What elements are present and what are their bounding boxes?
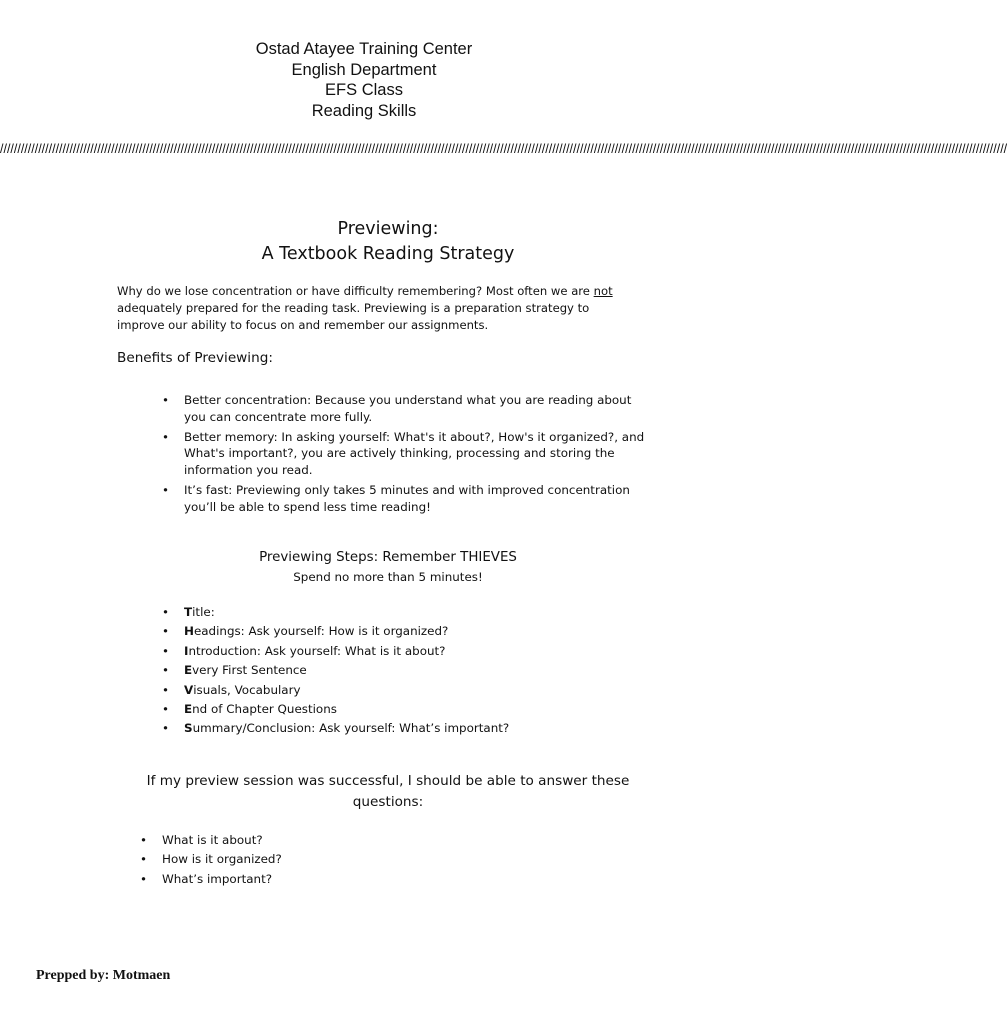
questions-heading-line-2: questions: — [352, 794, 424, 810]
slash-divider: ////////////////////////////////////////////////////////////////////////////////////////////////////////////////////////////////////////////////////////////////////////////////////////////////////////////////////////////////////////////////////////////////////////////////////////////////// — [0, 142, 1007, 156]
questions-heading — [0, 771, 776, 813]
list-item: • What’s important? — [162, 870, 462, 889]
list-item — [184, 603, 604, 622]
step-text: isuals, Vocabulary — [193, 682, 301, 697]
list-item — [184, 661, 604, 680]
list-item — [184, 719, 604, 738]
list-item-line: you’ll be able to spend less time reading! — [184, 499, 431, 514]
thieves-steps-list — [184, 603, 604, 739]
step-letter: E — [184, 663, 193, 678]
questions-heading-line-1: If my preview session was successful, I should be able to answer these — [146, 773, 630, 789]
step-letter: V — [184, 682, 194, 697]
step-text: ummary/Conclusion: Ask yourself: What’s important? — [192, 721, 510, 736]
intro-line-1-text: Why do we lose concentration or have difficulty remembering? Most often we are — [117, 284, 594, 298]
list-item — [184, 392, 664, 426]
step-letter: H — [184, 624, 194, 639]
list-item-line: • It’s fast: Previewing only takes 5 minutes and with improved concentration — [184, 482, 630, 497]
list-item-line: • Better concentration: Because you understand what you are reading about — [184, 393, 632, 407]
list-item — [184, 429, 664, 479]
list-item: • How is it organized? — [162, 850, 462, 869]
title-line-1: Previewing: — [337, 219, 439, 239]
list-item-line: • Better memory: In asking yourself: What's it about?, How's it organized?, and — [184, 429, 645, 444]
steps-subheading: Spend no more than 5 minutes! — [293, 570, 483, 584]
benefits-list — [184, 392, 664, 519]
header-line-department: English Department — [291, 60, 437, 79]
list-item-line: you can concentrate more fully. — [184, 409, 373, 424]
list-item — [184, 681, 604, 700]
intro-line-3: improve our ability to focus on and remember our assignments. — [117, 317, 489, 332]
intro-line-1 — [117, 283, 647, 300]
prepped-by-footer: Prepped by: Motmaen — [36, 968, 171, 983]
list-item-line: information you read. — [184, 463, 313, 478]
list-item — [184, 642, 604, 661]
document-header — [0, 39, 728, 121]
steps-heading: Previewing Steps: Remember THIEVES — [259, 550, 517, 565]
step-letter: E — [184, 702, 193, 717]
header-line-subject: Reading Skills — [311, 101, 417, 120]
title-line-2: A Textbook Reading Strategy — [261, 244, 515, 264]
header-line-class: EFS Class — [325, 81, 403, 99]
step-text: very First Sentence — [192, 663, 307, 678]
intro-underlined-word: not — [593, 284, 613, 298]
step-letter: T — [184, 605, 193, 619]
page-title — [0, 217, 776, 267]
step-letter: I — [184, 643, 189, 658]
step-text: nd of Chapter Questions — [192, 702, 337, 717]
intro-line-2: adequately prepared for the reading task. Previewing is a preparation strategy to — [117, 300, 590, 315]
intro-paragraph — [117, 283, 647, 334]
step-text: ntroduction: Ask yourself: What is it about? — [188, 643, 446, 658]
benefits-heading: Benefits of Previewing: — [117, 350, 273, 366]
list-item — [184, 700, 604, 719]
list-item: • What is it about? — [162, 831, 462, 850]
header-line-center: Ostad Atayee Training Center — [255, 40, 473, 58]
list-item — [184, 622, 604, 641]
step-text: eadings: Ask yourself: How is it organized? — [193, 624, 449, 639]
list-item — [184, 482, 664, 516]
questions-list — [162, 831, 462, 889]
step-letter: S — [184, 721, 193, 736]
list-item-line: What's important?, you are actively thinking, processing and storing the — [184, 446, 615, 461]
step-text: itle: — [192, 605, 215, 619]
